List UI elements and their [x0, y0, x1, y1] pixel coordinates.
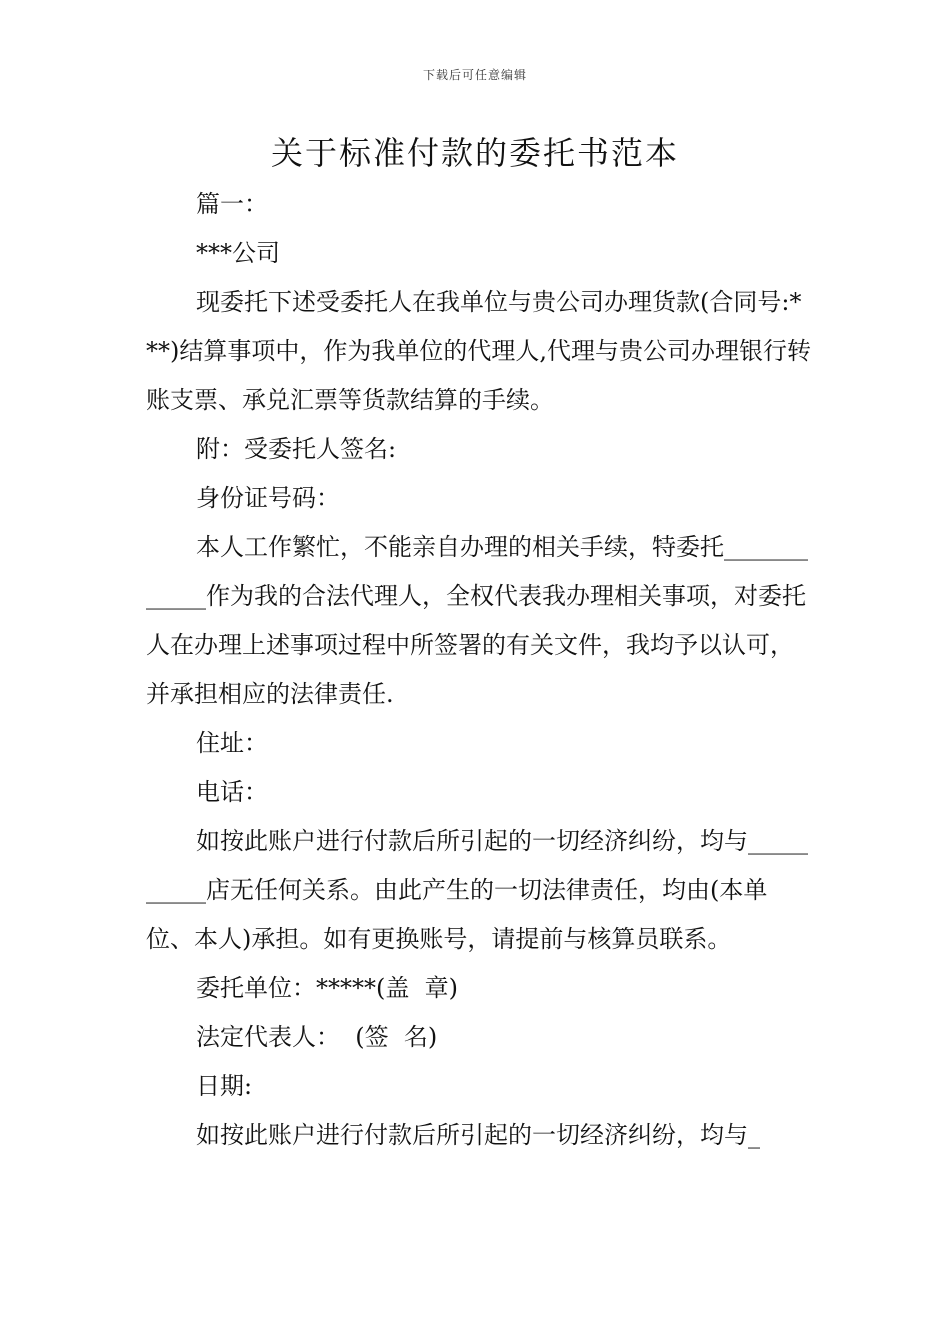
signature-line: 附：受委托人签名: — [196, 435, 397, 463]
entrusting-unit-line: 委托单位：*****(盖 章) — [196, 974, 458, 1002]
date-line: 日期: — [196, 1072, 253, 1100]
header-note: 下载后可任意编辑 — [422, 68, 527, 82]
recipient-company: ***公司 — [196, 239, 280, 267]
document-title: 关于标准付款的委托书范本 — [270, 134, 679, 172]
liability-paragraph: 如按此账户进行付款后所引起的一切经济纠纷，均与__________店无任何关系。由此产生的一切法律责任，均由(本单位、本人)承担。如有更换账号，请提前与核算员联系。 — [146, 827, 808, 953]
address-line: 住址： — [196, 729, 268, 757]
delegation-paragraph: 现委托下述受委托人在我单位与贵公司办理货款(合同号:***)结算事项中，作为我单位的代理人,代理与贵公司办理银行转账支票、承兑汇票等货款结算的手续。 — [146, 288, 811, 414]
section-label: 篇一： — [196, 190, 268, 218]
document-body — [146, 180, 812, 1160]
legal-representative-line: 法定代表人： (签 名) — [196, 1023, 438, 1051]
id-number-line: 身份证号码： — [196, 484, 340, 512]
phone-line: 电话： — [196, 778, 268, 806]
liability-paragraph-repeat: 如按此账户进行付款后所引起的一切经济纠纷，均与_ — [196, 1121, 760, 1149]
authorization-paragraph: 本人工作繁忙，不能亲自办理的相关手续，特委托____________作为我的合法代理人，全权代表我办理相关事项，对委托人在办理上述事项过程中所签署的有关文件，我均予以认可，并承担相应的法律责任. — [146, 533, 808, 708]
